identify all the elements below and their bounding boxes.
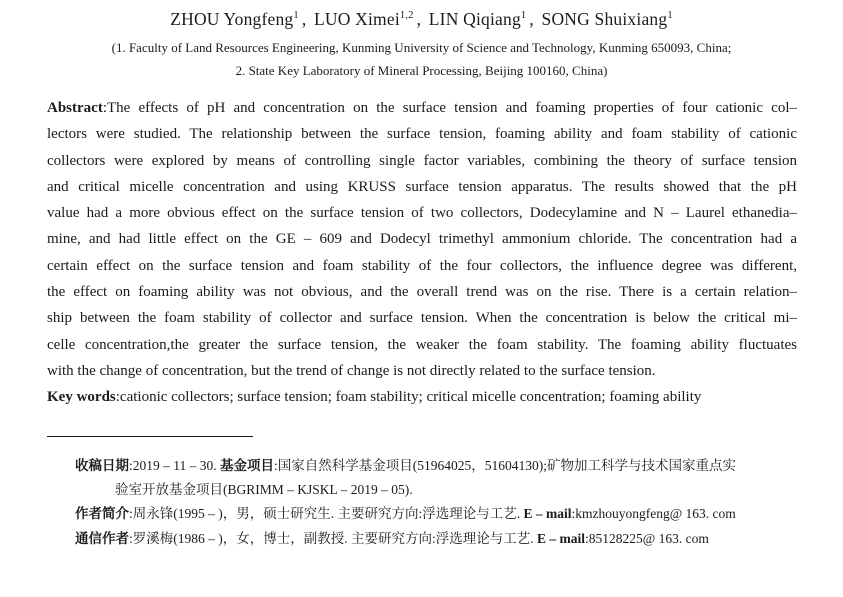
author-superscript: 1 (293, 10, 299, 22)
author-superscript: 1,2 (399, 10, 414, 22)
affiliation-line-2: 2. State Key Laboratory of Mineral Processing, Beijing 100160, China) (235, 63, 608, 78)
keywords-line (47, 384, 797, 410)
author-name: SONG Shuixiang (541, 9, 668, 29)
author-bio-email: :kmzhouyongfeng@ 163. com (571, 506, 736, 522)
affiliation-line-1: (1. Faculty of Land Resources Engineering, Kunming University of Science and Technology, Kunming 650093, China; (111, 40, 732, 55)
keywords-text: :cationic collectors; surface tension; foam stability; critical micelle concentration; foaming ability (115, 389, 702, 406)
abstract-line: with the change of concentration, but the trend of change is not directly related to the surface tension. (47, 362, 656, 379)
authors-line (0, 9, 843, 30)
fund-project-label: 基金项目 (220, 457, 274, 473)
corresponding-author-label: 通信作者 (75, 530, 129, 546)
author-separator: , (416, 9, 422, 29)
fund-project-text: :国家自然科学基金项目(51964025，51604130);矿物加工科学与技术国家重点实 (274, 457, 736, 473)
affiliations (0, 36, 843, 82)
abstract-line (47, 95, 797, 121)
author-separator: , (529, 9, 534, 29)
abstract-line: collectors were explored by means of controlling single factor variables, combining the theory of surface tension (47, 152, 797, 169)
abstract-line: and critical micelle concentration and using KRUSS surface tension apparatus. The results showed that the pH (47, 178, 797, 195)
author-superscript: 1 (667, 10, 673, 22)
abstract-text: :The effects of pH and concentration on the surface tension and foaming properties of four cationic col– (102, 100, 797, 116)
footnote-author-bio-line (75, 502, 798, 526)
author-name: LUO Ximei (314, 9, 400, 29)
email-label: E – mail (523, 506, 572, 522)
abstract-line: celle concentration,the greater the surface tension, the weaker the foam stability. The foaming ability fluctuates (47, 336, 797, 353)
abstract-block (47, 95, 797, 411)
author-bio-text: :周永锋(1995 – )，男，硕士研究生. 主要研究方向:浮选理论与工艺. (129, 506, 524, 522)
abstract-line: value had a more obvious effect on the surface tension of two collectors, Dodecylamine and N – Laurel ethanedia– (47, 205, 797, 222)
footnote-separator-rule (47, 436, 253, 437)
received-date-text: :2019 – 11 – 30. (129, 457, 220, 473)
footnote-corresponding-line (75, 527, 798, 551)
abstract-line: lectors were studied. The relationship between the surface tension, foaming ability and foam stability of cationic (47, 126, 797, 143)
abstract-line: the effect on foaming ability was not obvious, and the overall trend was on the rise. There is a certain relation– (47, 284, 797, 301)
author-superscript: 1 (520, 10, 527, 22)
author-bio-label: 作者简介 (75, 506, 129, 522)
corresponding-author-email: :85128225@ 163. com (585, 530, 709, 546)
footnotes-block (75, 454, 798, 552)
abstract-line: ship between the foam stability of collector and surface tension. When the concentration is below the critical mi– (47, 310, 797, 327)
corresponding-author-text: :罗溪梅(1986 – )，女，博士，副教授. 主要研究方向:浮选理论与工艺. (129, 530, 537, 546)
footnote-fund-wrap-line: 验室开放基金项目(BGRIMM – KJSKL – 2019 – 05). (115, 481, 413, 497)
author-name: LIN Qiqiang (428, 9, 521, 29)
abstract-line: mine, and had little effect on the GE – 609 and Dodecyl trimethyl ammonium chloride. The concentration had a (47, 231, 797, 248)
email-label: E – mail (537, 530, 586, 546)
received-date-label: 收稿日期 (75, 457, 129, 473)
keywords-label: Key words (47, 389, 116, 406)
abstract-line: certain effect on the surface tension and foam stability of the four collectors, the influence degree was different, (47, 257, 797, 274)
abstract-label: Abstract (47, 100, 103, 116)
footnote-received-fund-line (75, 454, 798, 478)
author-name: ZHOU Yongfeng (170, 9, 294, 29)
author-separator: , (301, 9, 307, 29)
